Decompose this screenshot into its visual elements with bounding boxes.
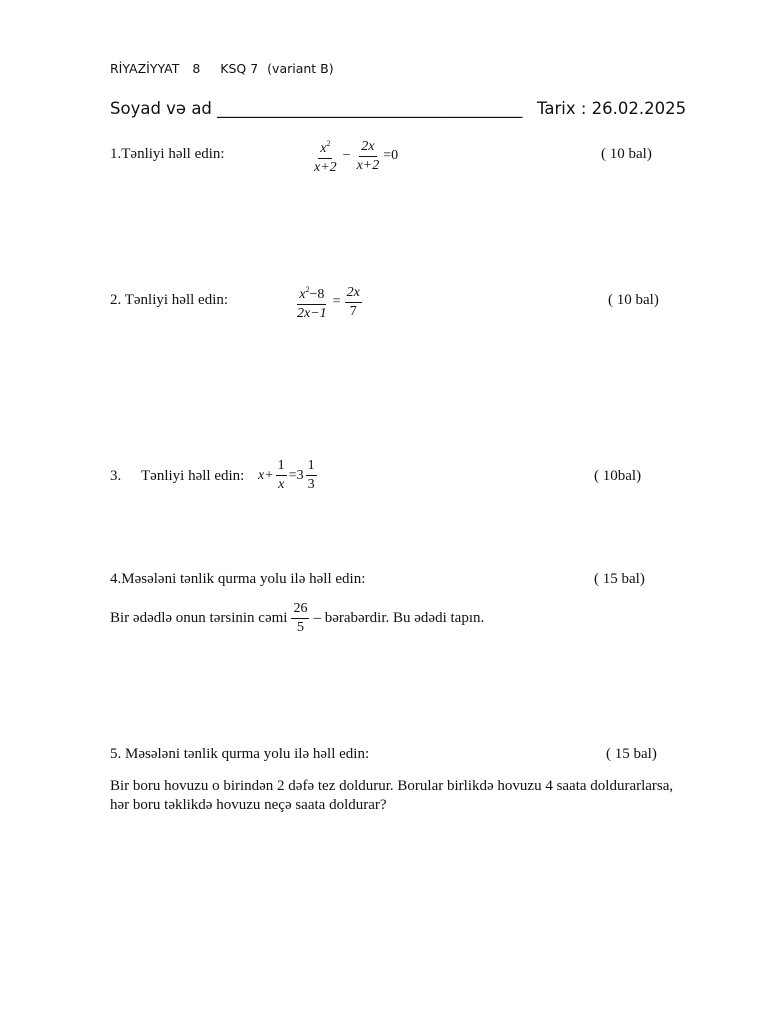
q4-points: ( 15 bal) xyxy=(594,571,645,587)
date: Tarix : 26.02.2025 xyxy=(537,99,687,118)
q3-mixed-frac xyxy=(306,458,317,493)
q2-frac-b xyxy=(345,285,362,320)
q2-equation xyxy=(293,282,364,322)
q3-frac xyxy=(276,458,287,493)
q3-mixed-den: 3 xyxy=(307,477,315,492)
q4-problem xyxy=(110,601,484,636)
q1-equation xyxy=(310,136,398,176)
q3-frac-den: x xyxy=(278,477,285,492)
q4-frac-num: 26 xyxy=(291,601,309,619)
header xyxy=(110,61,343,76)
q4-text-before: Bir ədədlə onun tərsinin cəmi xyxy=(110,610,288,626)
q1-points: ( 10 bal) xyxy=(601,146,652,162)
q3-frac-num: 1 xyxy=(276,458,287,476)
q5-line2: hər boru təklikdə hovuzu neçə saata doldurar? xyxy=(110,797,387,813)
q1-minus: − xyxy=(342,148,351,163)
name-row xyxy=(110,99,687,118)
q1-a-exp: 2 xyxy=(326,139,331,148)
q2-a-num-base: x xyxy=(299,287,306,302)
q2-b-num: 2x xyxy=(346,284,360,300)
name-label: Soyad və ad xyxy=(110,99,212,118)
q5-points: ( 15 bal) xyxy=(606,746,657,762)
q1-a-den: x+2 xyxy=(314,160,337,175)
q1-a-num: x xyxy=(320,141,327,156)
q3-equals: =3 xyxy=(288,467,304,483)
q2-frac-a xyxy=(295,282,329,322)
variant: (variant B) xyxy=(267,61,334,76)
q2-a-num-rest: −8 xyxy=(309,287,325,302)
q4-text-after: – bərabərdir. Bu ədədi tapın. xyxy=(313,610,485,626)
q4-frac-den: 5 xyxy=(296,620,304,635)
q2-prompt: 2. Tənliyi həll edin: xyxy=(110,292,229,308)
q2-b-den: 7 xyxy=(349,303,357,319)
q2-equals: = xyxy=(332,294,341,309)
q5-line1: Bir boru hovuzu o birindən 2 dəfə tez doldurur. Borular birlikdə hovuzu 4 saata doldurarlarsa, xyxy=(110,778,674,794)
q1-b-den: x+2 xyxy=(356,157,380,173)
q3-lhs: x+ xyxy=(258,467,274,483)
q1-rhs: =0 xyxy=(383,148,399,163)
q1-frac-b xyxy=(355,139,382,174)
q1-prompt: 1.Tənliyi həll edin: xyxy=(110,146,225,162)
q3-points: ( 10bal) xyxy=(594,468,642,484)
test-code: KSQ 7 xyxy=(220,61,259,76)
q3-equation xyxy=(258,458,319,493)
grade: 8 xyxy=(192,61,201,76)
q2-a-den: 2x−1 xyxy=(297,306,327,321)
q3-prompt: Tənliyi həll edin: xyxy=(141,468,245,484)
q2-a-exp: 2 xyxy=(305,285,310,294)
q4-prompt: 4.Məsələni tənlik qurma yolu ilə həll edin: xyxy=(110,571,366,587)
name-line: _____________________________________ xyxy=(217,99,523,118)
q4-fraction xyxy=(291,601,309,636)
q5-prompt: 5. Məsələni tənlik qurma yolu ilə həll edin: xyxy=(110,746,370,762)
q3-mixed-num: 1 xyxy=(306,458,317,476)
q1-frac-a xyxy=(312,136,339,176)
q1-b-num: 2x xyxy=(361,138,375,154)
subject: RİYAZİYYAT xyxy=(110,61,180,76)
q3-number: 3. xyxy=(110,468,122,484)
q2-points: ( 10 bal) xyxy=(608,292,659,308)
